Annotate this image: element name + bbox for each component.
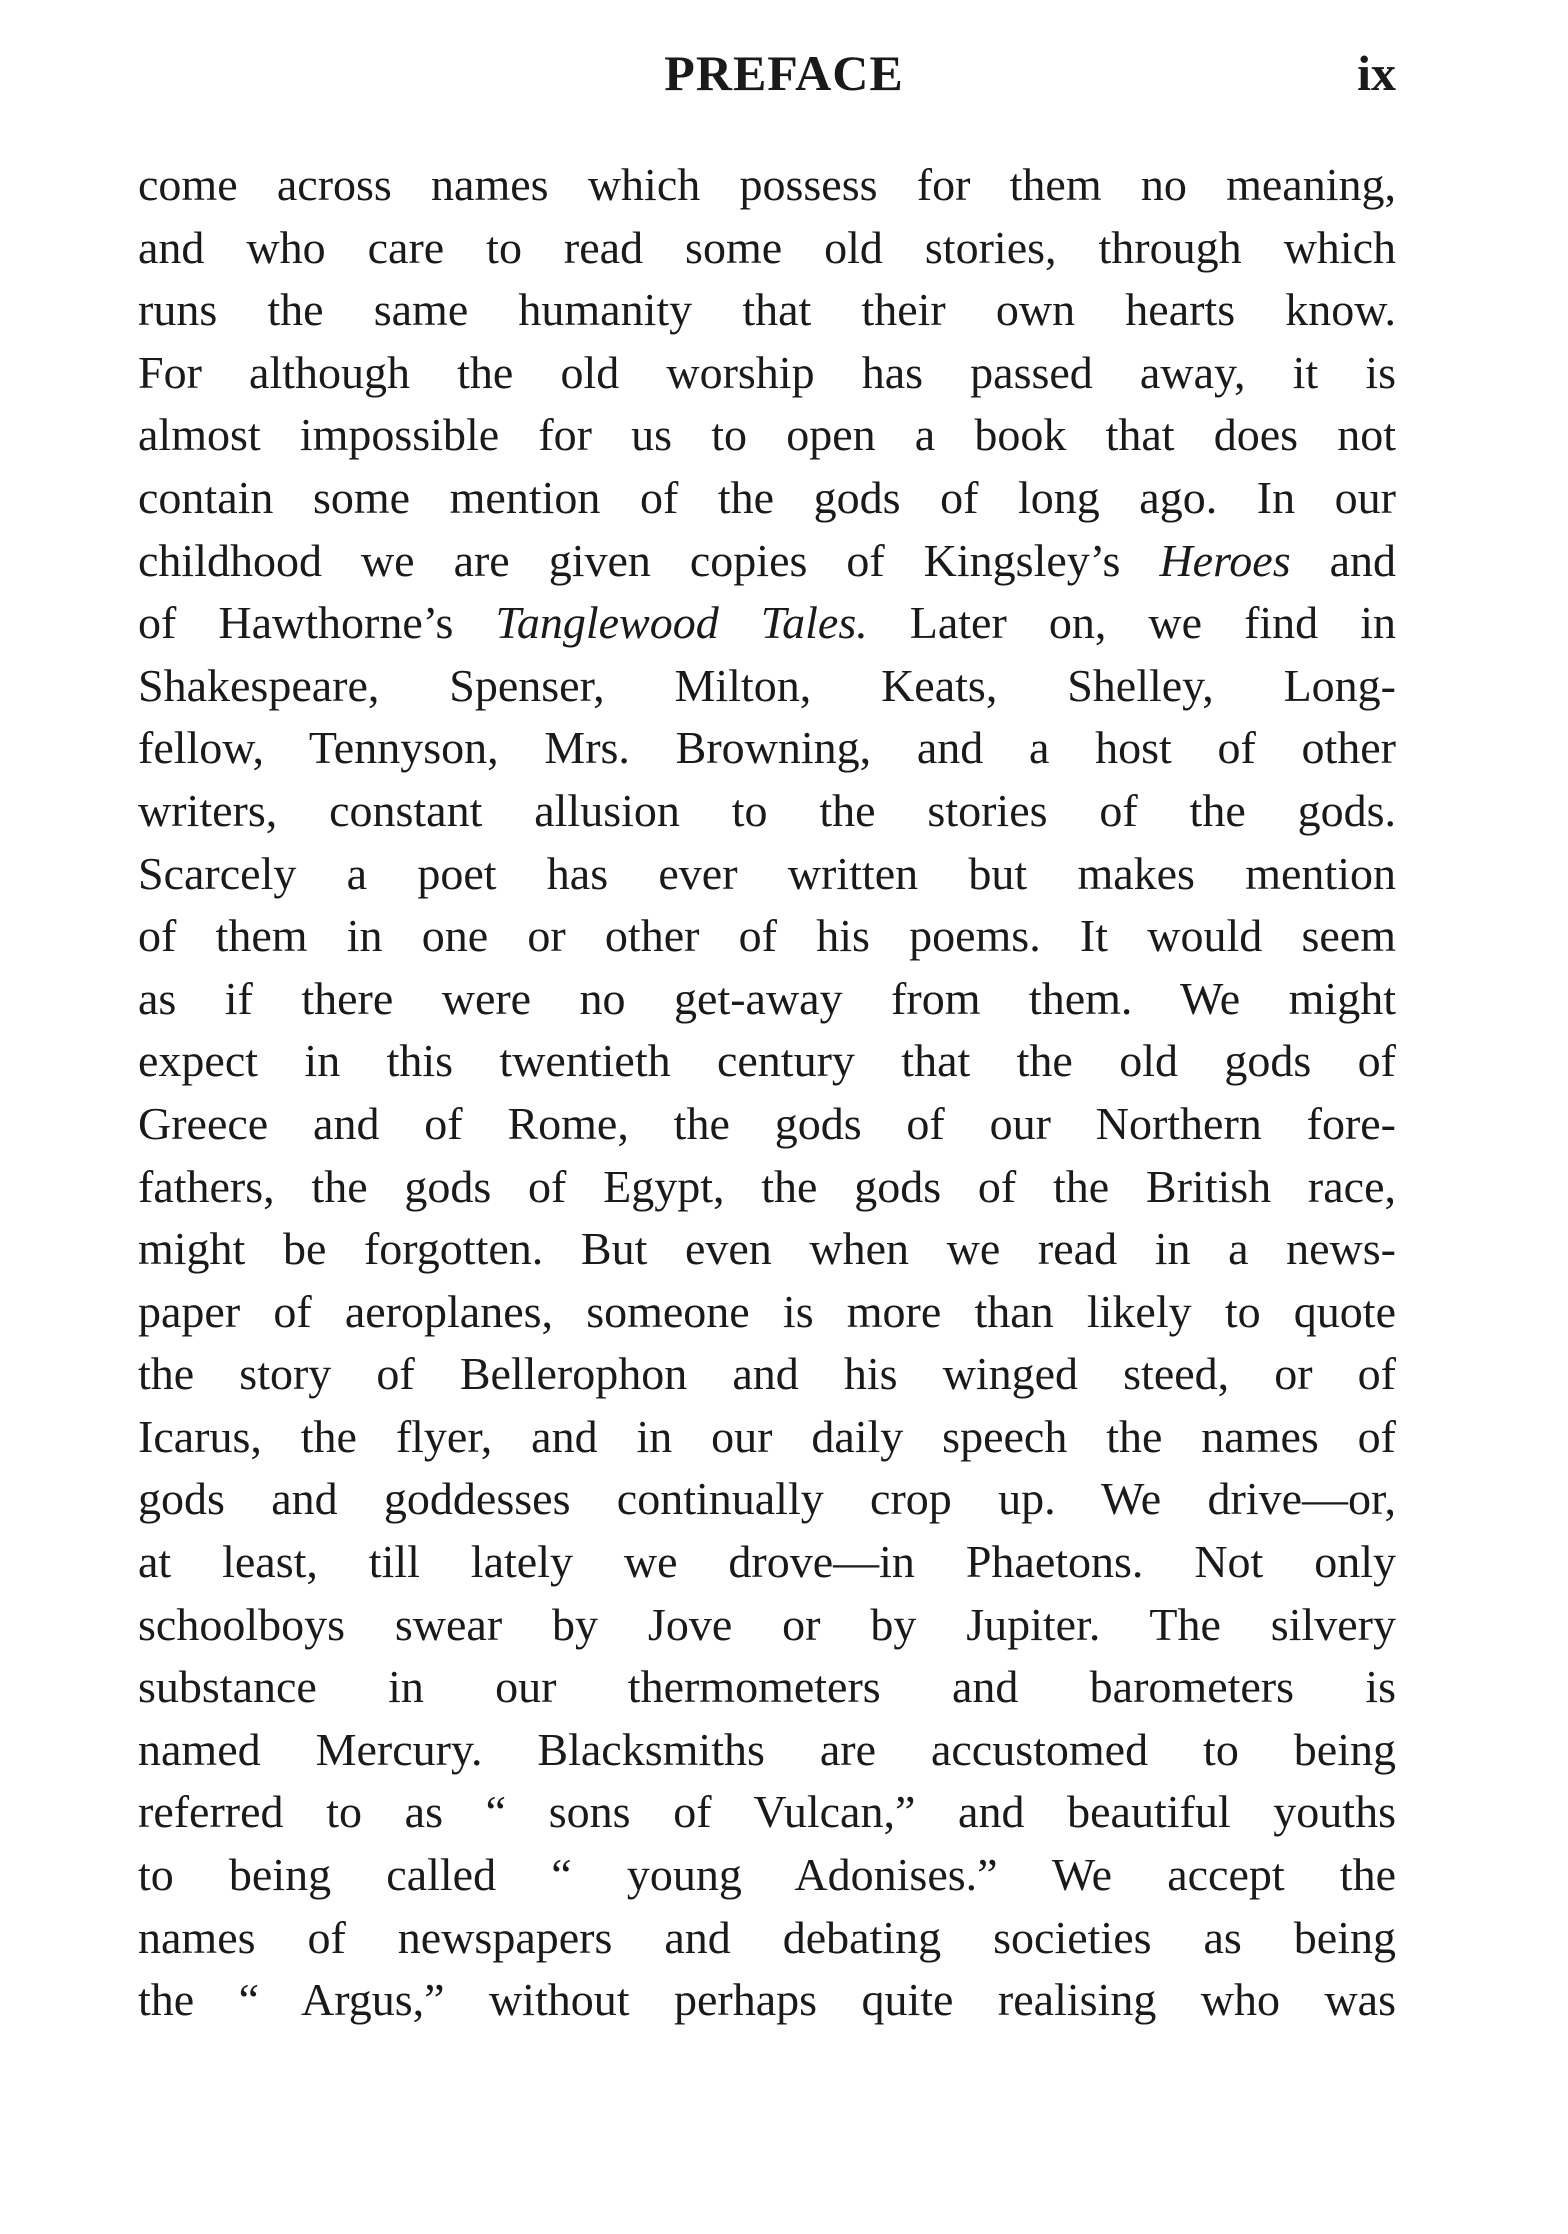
text-line: referred to as “ sons of Vulcan,” and beautiful youths xyxy=(138,1786,1396,1838)
text-line: gods and goddesses continually crop up. We drive—or, xyxy=(138,1473,1396,1525)
text-line: at least, till lately we drove—in Phaetons. Not only xyxy=(138,1536,1396,1588)
text-line: might be forgotten. But even when we read in a news- xyxy=(138,1223,1396,1275)
text-line: come across names which possess for them no meaning, xyxy=(138,159,1396,210)
text-line: named Mercury. Blacksmiths are accustomed to being xyxy=(138,1723,1396,1775)
text-line: fathers, the gods of Egypt, the gods of the British race, xyxy=(138,1160,1396,1212)
text-line: paper of aeroplanes, someone is more than likely to quote xyxy=(138,1285,1396,1337)
italic-title-heroes: Heroes xyxy=(1159,534,1291,586)
text-line: writers, constant allusion to the stories of the gods. xyxy=(138,784,1396,836)
text-line: Shakespeare, Spenser, Milton, Keats, Shelley, Long- xyxy=(138,659,1396,711)
italic-title-tanglewood-tales: Tanglewood Tales. xyxy=(495,597,868,649)
text-line: fellow, Tennyson, Mrs. Browning, and a host of other xyxy=(138,722,1396,774)
running-title: PREFACE xyxy=(664,45,904,101)
text-line: For although the old worship has passed away, it is xyxy=(138,346,1396,398)
text-line: Icarus, the flyer, and in our daily speech the names of xyxy=(138,1410,1396,1462)
text-line: almost impossible for us to open a book that does not xyxy=(138,409,1396,461)
text-line: and who care to read some old stories, through which xyxy=(138,221,1396,273)
text-line: to being called “ young Adonises.” We accept the xyxy=(138,1849,1396,1901)
text-line: Greece and of Rome, the gods of our Northern fore- xyxy=(138,1097,1396,1149)
text-line: as if there were no get-away from them. We might xyxy=(138,972,1396,1024)
text-line: substance in our thermometers and barometers is xyxy=(138,1661,1396,1713)
text-line: childhood we are given copies of Kingsley’s Heroes and xyxy=(138,534,1397,586)
text-line: contain some mention of the gods of long ago. In our xyxy=(138,471,1396,523)
text-line: Scarcely a poet has ever written but makes mention xyxy=(138,847,1396,899)
text-line: of them in one or other of his poems. It would seem xyxy=(138,910,1396,962)
text-line: runs the same humanity that their own hearts know. xyxy=(138,284,1396,336)
text-line: schoolboys swear by Jove or by Jupiter. The silvery xyxy=(138,1598,1396,1650)
text-line: the “ Argus,” without perhaps quite realising who was xyxy=(138,1974,1396,2026)
body-text xyxy=(138,154,1396,2032)
text-line: the story of Bellerophon and his winged steed, or of xyxy=(138,1348,1396,1400)
text-line: names of newspapers and debating societies as being xyxy=(138,1911,1396,1963)
page-number: ix xyxy=(1357,45,1396,101)
text-line: expect in this twentieth century that the old gods of xyxy=(138,1035,1396,1087)
text-line: of Hawthorne’s Tanglewood Tales. Later on, we find in xyxy=(138,597,1396,649)
running-head xyxy=(0,44,1568,114)
